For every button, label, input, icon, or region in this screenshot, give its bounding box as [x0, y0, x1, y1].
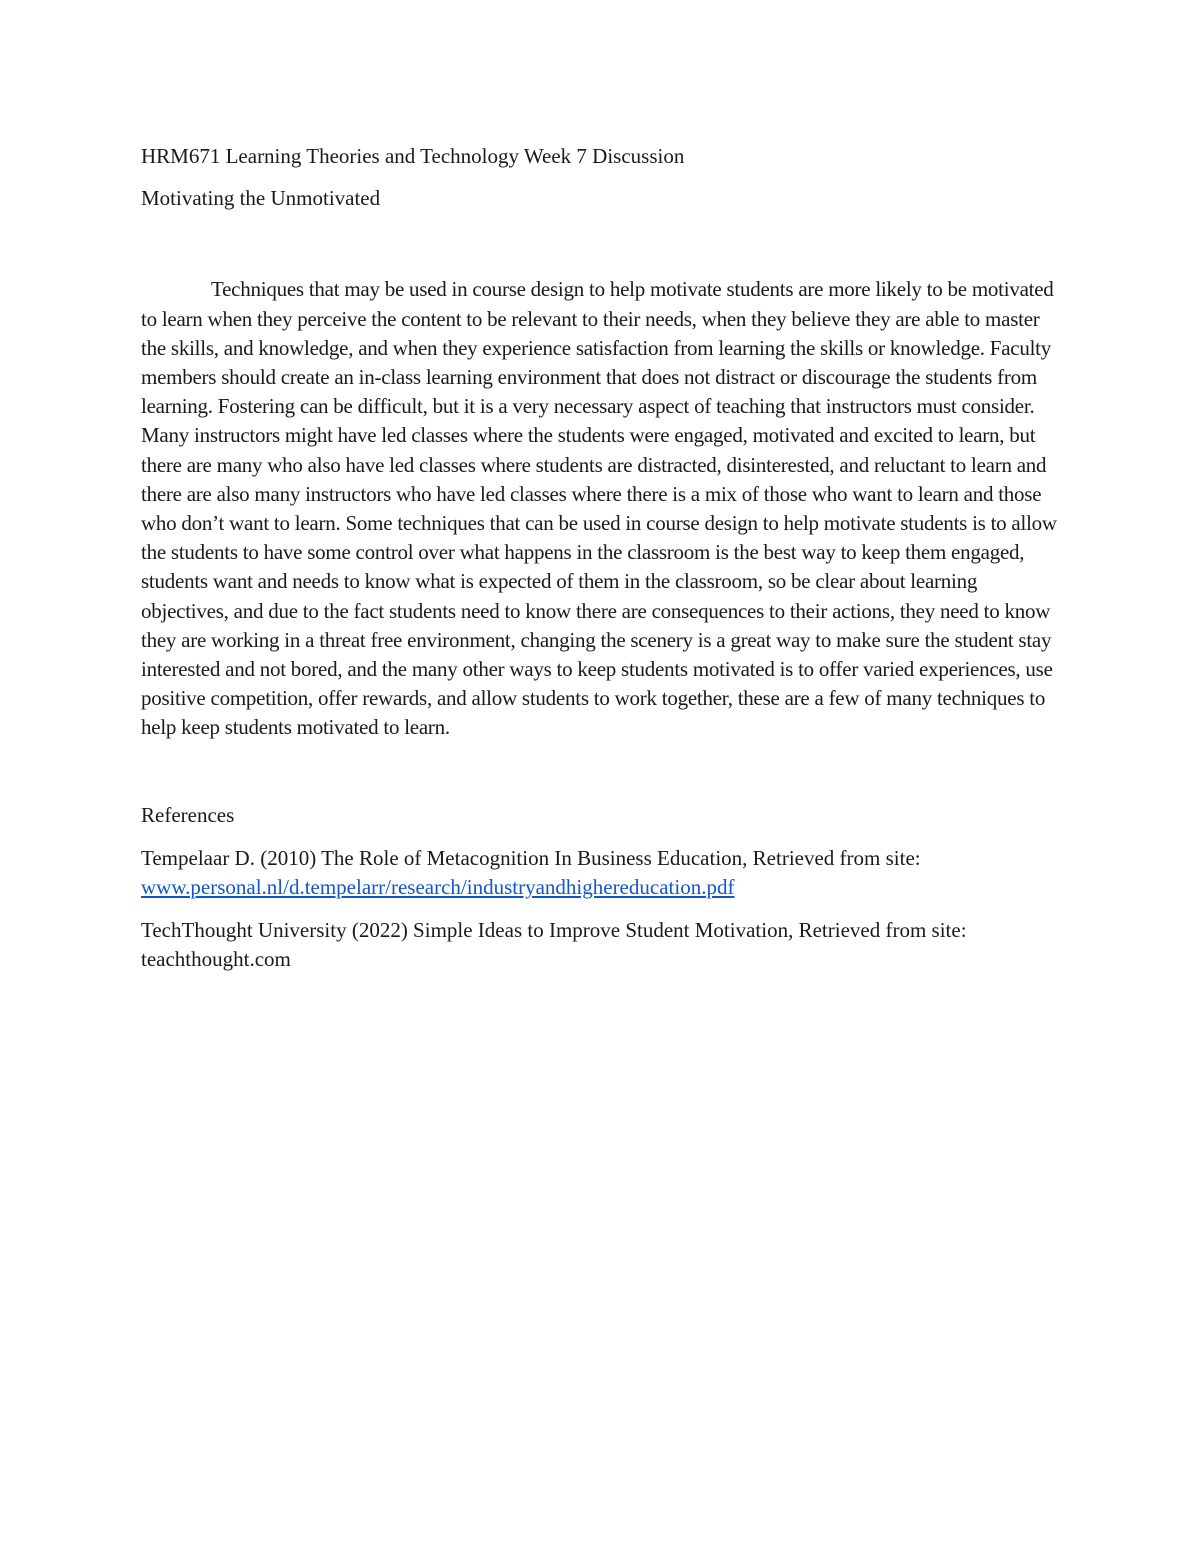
document-subtitle: Motivating the Unmotivated — [141, 186, 381, 211]
reference-text: Tempelaar D. (2010) The Role of Metacognition In Business Education, Retrieved from site: — [141, 845, 921, 870]
reference-link[interactable]: www.personal.nl/d.tempelarr/research/industryandhighereducation.pdf — [141, 875, 735, 900]
document-title: HRM671 Learning Theories and Technology Week 7 Discussion — [141, 144, 685, 168]
body-paragraph: Techniques that may be used in course design to help motivate students are more likely to be motivated to learn when they perceive the content to be relevant to their needs, when they believe they are able to master the skills, and knowledge, and when they experience satisfaction from learning the skills or knowledge. Faculty members should create an in-class learning environment that does not distract or discourage the students from learning. Fostering can be difficult, but it is a very necessary aspect of teaching that instructors must consider. Many instructors might have led classes where the students were engaged, motivated and excited to learn, but there are many who also have led classes where students are distracted, disinterested, and reluctant to learn and there are also many instructors who have led classes where there is a mix of those who want to learn and those who don’t want to learn. Some techniques that can be used in course design to help motivate students is to allow the students to have some control over what happens in the classroom is the best way to keep them engaged, students want and needs to know what is expected of them in the classroom, so be clear about learning objectives, and due to the fact students need to know there are consequences to their actions, they need to know they are working in a threat free environment, changing the scenery is a great way to make sure the student stay interested and not bored, and the many other ways to keep students motivated is to offer varied experiences, use positive competition, offer rewards, and allow students to work together, these are a few of many techniques to help keep students motivated to learn. — [141, 277, 1057, 740]
document-content — [141, 142, 1066, 989]
reference-item-2: TechThought University (2022) Simple Ideas to Improve Student Motivation, Retrieved from site: teachthought.com — [141, 918, 967, 972]
reference-item-1 — [141, 844, 1066, 902]
spacer — [141, 743, 1066, 801]
references-heading: References — [141, 802, 235, 827]
spacer — [141, 213, 1066, 275]
